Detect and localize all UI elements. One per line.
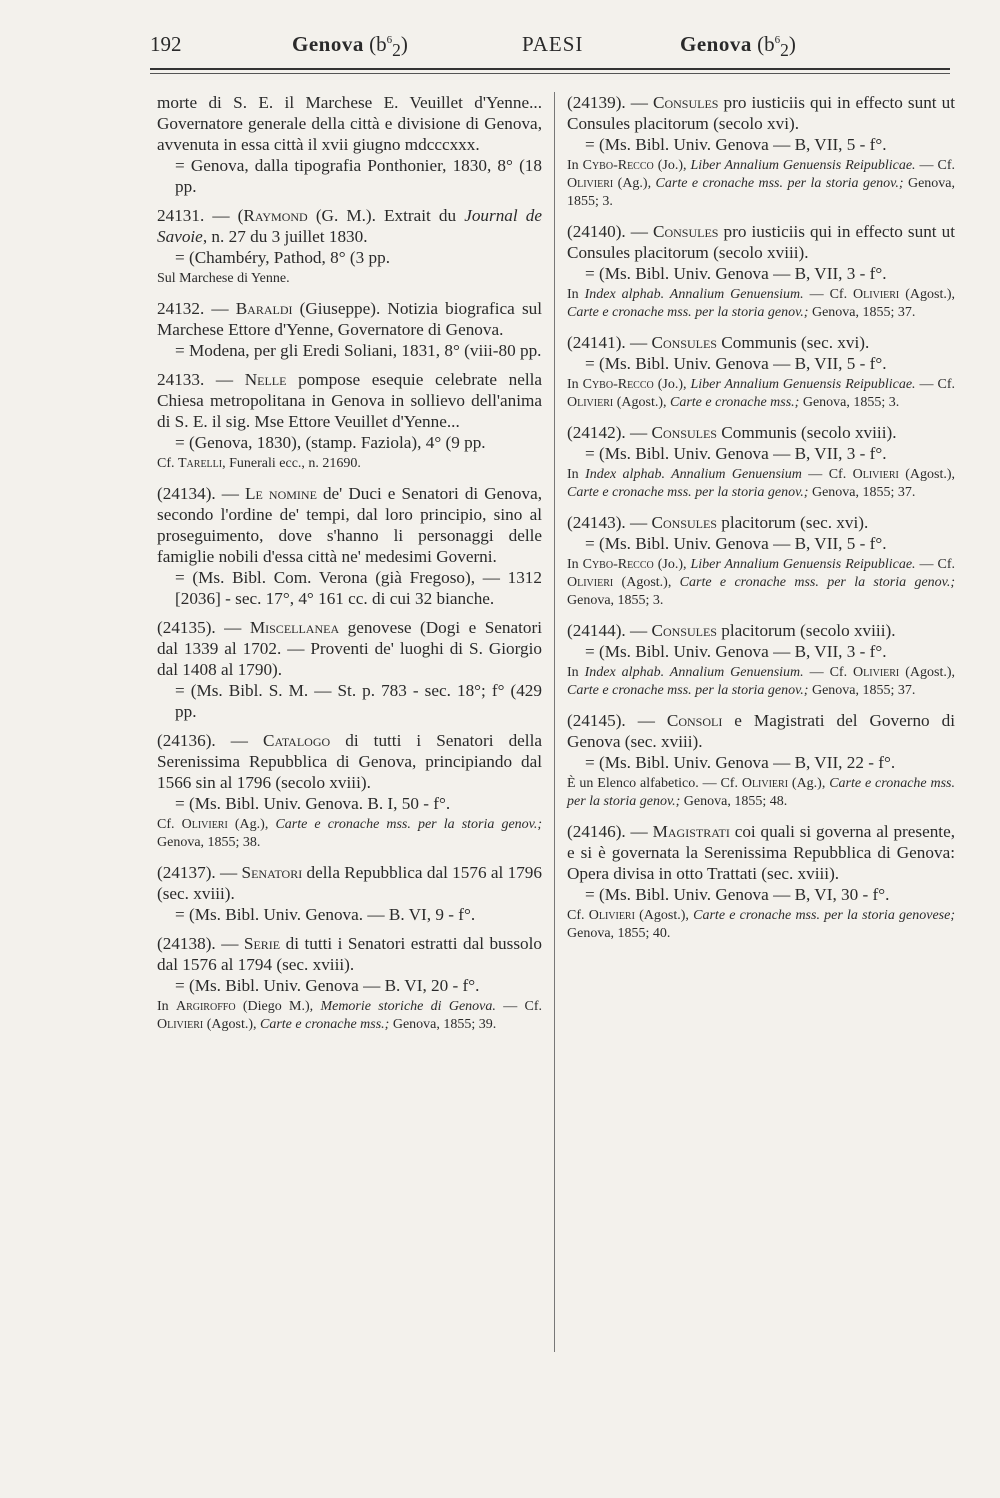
imprint: = (Ms. Bibl. S. M. — St. p. 783 - sec. 18°; f° (429 pp.: [175, 681, 542, 721]
entry-text: (24143). — Consules placitorum (sec. xvi).: [567, 513, 869, 532]
imprint: = Genova, dalla tipografia Ponthonier, 1830, 8° (18 pp.: [175, 156, 542, 196]
header-rule-thin: [150, 73, 950, 74]
page-number: 192: [150, 32, 182, 56]
imprint: = (Ms. Bibl. Univ. Genova — B, VI, 30 - f°.: [585, 885, 890, 904]
entry-text: (24138). — Serie di tutti i Senatori estratti dal bussolo dal 1576 al 1794 (sec. xviii).: [157, 934, 542, 974]
note: Sul Marchese di Yenne.: [157, 271, 290, 286]
note: Cf. Olivieri (Ag.), Carte e cronache mss. per la storia genov.; Genova, 1855; 38.: [157, 817, 543, 850]
entry-24135: [157, 617, 542, 722]
note: In Index alphab. Annalium Genuensium. — Cf. Olivieri (Agost.), Carte e cronache mss. per la storia genov.; Genova, 1855; 37.: [567, 287, 955, 320]
imprint: = (Ms. Bibl. Com. Verona (già Fregoso), — 1312 [2036] - sec. 17°, 4° 161 cc. di cui 32 bianche.: [175, 568, 542, 608]
entry-text: (24135). — Miscellanea genovese (Dogi e Senatori dal 1339 al 1702. — Proventi de' luoghi di S. Giorgio dal 1408 al 1790).: [157, 618, 542, 679]
entry-text: (24145). — Consoli e Magistrati del Governo di Genova (sec. xviii).: [567, 711, 955, 751]
entry-24144: [567, 620, 955, 700]
entry-text: (24146). — Magistrati coi quali si governa al presente, e si è governata la Serenissima Repubblica di Genova: Opera divisa in otto Trattati (sec. xviii).: [567, 822, 955, 883]
entry-24131: [157, 205, 542, 288]
entry-24140: [567, 221, 955, 322]
entry-continuation: [157, 92, 542, 197]
entry-text: (24142). — Consules Communis (secolo xviii).: [567, 423, 897, 442]
entry-24137: [157, 862, 542, 925]
imprint: = (Ms. Bibl. Univ. Genova — B, VII, 3 - f°.: [585, 444, 887, 463]
entry-text: (24137). — Senatori della Repubblica dal 1576 al 1796 (sec. xviii).: [157, 863, 542, 903]
entry-24145: [567, 710, 955, 811]
entry-text: (24136). — Catalogo di tutti i Senatori della Serenissima Repubblica di Genova, principiando dal 1566 sin al 1796 (secolo xviii).: [157, 731, 542, 792]
entry-24134: [157, 483, 542, 609]
imprint: = (Ms. Bibl. Univ. Genova — B, VII, 5 - f°.: [585, 354, 887, 373]
note: Cf. Tarelli, Funerali ecc., n. 21690.: [157, 456, 361, 471]
entry-24139: [567, 92, 955, 211]
running-header: [150, 28, 950, 64]
entry-text: morte di S. E. il Marchese E. Veuillet d'Yenne... Governatore generale della città e divisione di Genova, avvenuta in essa città il xvii giugno mdcccxxx.: [157, 93, 542, 154]
note: In Index alphab. Annalium Genuensium — Cf. Olivieri (Agost.), Carte e cronache mss. per la storia genov.; Genova, 1855; 37.: [567, 467, 955, 500]
entry-24142: [567, 422, 955, 502]
imprint: = (Ms. Bibl. Univ. Genova — B, VII, 3 - f°.: [585, 264, 887, 283]
note: In Index alphab. Annalium Genuensium. — Cf. Olivieri (Agost.), Carte e cronache mss. per la storia genov.; Genova, 1855; 37.: [567, 665, 955, 698]
imprint: = (Ms. Bibl. Univ. Genova. — B. VI, 9 - f°.: [175, 905, 476, 924]
imprint: = (Ms. Bibl. Univ. Genova — B. VI, 20 - f°.: [175, 976, 480, 995]
note: In Cybo-Recco (Jo.), Liber Annalium Genuensis Reipublicae. — Cf. Olivieri (Ag.), Carte e cronache mss. per la storia genov.; Genova, 1855; 3.: [567, 158, 956, 209]
imprint: = (Chambéry, Pathod, 8° (3 pp.: [175, 248, 390, 267]
entry-24132: [157, 298, 542, 361]
entry-text: (24139). — Consules pro iusticiis qui in effecto sunt ut Consules placitorum (secolo xvi).: [567, 93, 955, 133]
entry-24143: [567, 512, 955, 610]
imprint: = (Genova, 1830), (stamp. Faziola), 4° (9 pp.: [175, 433, 486, 452]
note: In Cybo-Recco (Jo.), Liber Annalium Genuensis Reipublicae. — Cf. Olivieri (Agost.), Carte e cronache mss.; Genova, 1855; 3.: [567, 377, 955, 410]
header-right-title: Genova $(b^6_2)$: [680, 32, 796, 61]
header-rule: [150, 68, 950, 70]
note: Cf. Olivieri (Agost.), Carte e cronache mss. per la storia genovese; Genova, 1855; 40.: [567, 908, 956, 941]
imprint: = (Ms. Bibl. Univ. Genova. B. I, 50 - f°.: [175, 794, 451, 813]
entry-text: 24132. — Baraldi (Giuseppe). Notizia biografica sul Marchese Ettore d'Yenne, Governatore di Genova.: [157, 299, 542, 339]
entry-24141: [567, 332, 955, 412]
imprint: = (Ms. Bibl. Univ. Genova — B, VII, 5 - f°.: [585, 534, 887, 553]
entry-24136: [157, 730, 542, 852]
note: In Argiroffo (Diego M.), Memorie storiche di Genova. — Cf. Olivieri (Agost.), Carte e cronache mss.; Genova, 1855; 39.: [157, 999, 542, 1032]
entry-24133: [157, 369, 542, 473]
header-section: PAESI: [522, 32, 584, 56]
imprint: = Modena, per gli Eredi Soliani, 1831, 8° (viii-80 pp.: [175, 341, 542, 360]
entry-text: (24141). — Consules Communis (sec. xvi).: [567, 333, 870, 352]
right-column: [567, 92, 955, 953]
imprint: = (Ms. Bibl. Univ. Genova — B, VII, 3 - f°.: [585, 642, 887, 661]
entry-24146: [567, 821, 955, 943]
left-column: [157, 92, 542, 1044]
entry-text: (24134). — Le nomine de' Duci e Senatori di Genova, secondo l'ordine de' tempi, dal loro principio, sino al proseguimento, dove s'hanno li personaggi delle famiglie nobili d'essa città ne' medesimi Governi.: [157, 484, 542, 566]
note: In Cybo-Recco (Jo.), Liber Annalium Genuensis Reipublicae. — Cf. Olivieri (Agost.), Carte e cronache mss. per la storia genov.; Genova, 1855; 3.: [567, 557, 955, 608]
note: È un Elenco alfabetico. — Cf. Olivieri (Ag.), Carte e cronache mss. per la storia genov.; Genova, 1855; 48.: [567, 776, 956, 809]
imprint: = (Ms. Bibl. Univ. Genova — B, VII, 5 - f°.: [585, 135, 887, 154]
entry-24138: [157, 933, 542, 1034]
entry-text: 24131. — (Raymond (G. M.). Extrait du Journal de Savoie, n. 27 du 3 juillet 1830.: [157, 206, 542, 246]
entry-text: 24133. — Nelle pompose esequie celebrate nella Chiesa metropolitana in Genova in sollievo dell'anima di S. E. il sig. Mse Ettore Veuillet d'Yenne...: [157, 370, 542, 431]
header-left-title: Genova $(b^6_2)$: [292, 32, 408, 61]
entry-text: (24144). — Consules placitorum (secolo xviii).: [567, 621, 896, 640]
entry-text: (24140). — Consules pro iusticiis qui in effecto sunt ut Consules placitorum (secolo xviii).: [567, 222, 955, 262]
imprint: = (Ms. Bibl. Univ. Genova — B, VII, 22 - f°.: [585, 753, 896, 772]
